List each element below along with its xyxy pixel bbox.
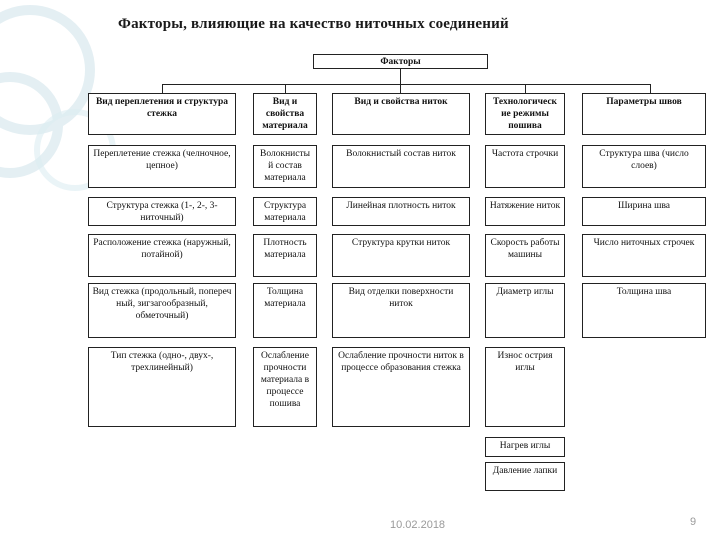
technology-item: Нагрев иглы	[485, 437, 565, 457]
connector-col-4	[525, 84, 526, 93]
thread-item: Ослабление прочности ниток в процессе образования стежка	[332, 347, 470, 427]
technology-item: Частота строчки	[485, 145, 565, 188]
page-title: Факторы, влияющие на качество ниточных соединений	[118, 16, 509, 32]
thread-item: Структура крутки ниток	[332, 234, 470, 277]
page-number: 9	[690, 516, 697, 528]
connector-col-3	[400, 84, 401, 93]
seam-item: Толщина шва	[582, 283, 706, 338]
connector-col-5	[650, 84, 651, 93]
header-technology: Технологическ ие режимы пошива	[485, 93, 565, 135]
technology-item: Износ острия иглы	[485, 347, 565, 427]
stitch-item: Вид стежка (продольный, попереч ный, зигзагообразный, обметочный)	[88, 283, 236, 338]
header-threads: Вид и свойства ниток	[332, 93, 470, 135]
seam-item: Ширина шва	[582, 197, 706, 226]
footer-date: 10.02.2018	[390, 519, 446, 531]
technology-item: Диаметр иглы	[485, 283, 565, 338]
connector-col-1	[162, 84, 163, 93]
technology-item: Скорость работы машины	[485, 234, 565, 277]
thread-item: Линейная плотность ниток	[332, 197, 470, 226]
technology-item: Давление лапки	[485, 462, 565, 491]
header-stitch: Вид переплетения и структура стежка	[88, 93, 236, 135]
stitch-item: Переплетение стежка (челночное, цепное)	[88, 145, 236, 188]
stitch-item: Структура стежка (1-, 2-, 3-ниточный)	[88, 197, 236, 226]
technology-item: Натяжение ниток	[485, 197, 565, 226]
seam-item: Число ниточных строчек	[582, 234, 706, 277]
connector-horizontal	[162, 84, 650, 85]
thread-item: Вид отделки поверхности ниток	[332, 283, 470, 338]
header-seam: Параметры швов	[582, 93, 706, 135]
root-node: Факторы	[313, 54, 488, 69]
material-item: Ослабление прочности материала в процессе пошива	[253, 347, 317, 427]
material-item: Структура материала	[253, 197, 317, 226]
thread-item: Волокнистый состав ниток	[332, 145, 470, 188]
material-item: Толщина материала	[253, 283, 317, 338]
stitch-item: Расположение стежка (наружный, потайной)	[88, 234, 236, 277]
material-item: Плотность материала	[253, 234, 317, 277]
connector-root-down	[400, 68, 401, 84]
connector-col-2	[285, 84, 286, 93]
header-material: Вид и свойства материала	[253, 93, 317, 135]
material-item: Волокнисты й состав материала	[253, 145, 317, 188]
stitch-item: Тип стежка (одно-, двух-, трехлинейный)	[88, 347, 236, 427]
seam-item: Структура шва (число слоев)	[582, 145, 706, 188]
